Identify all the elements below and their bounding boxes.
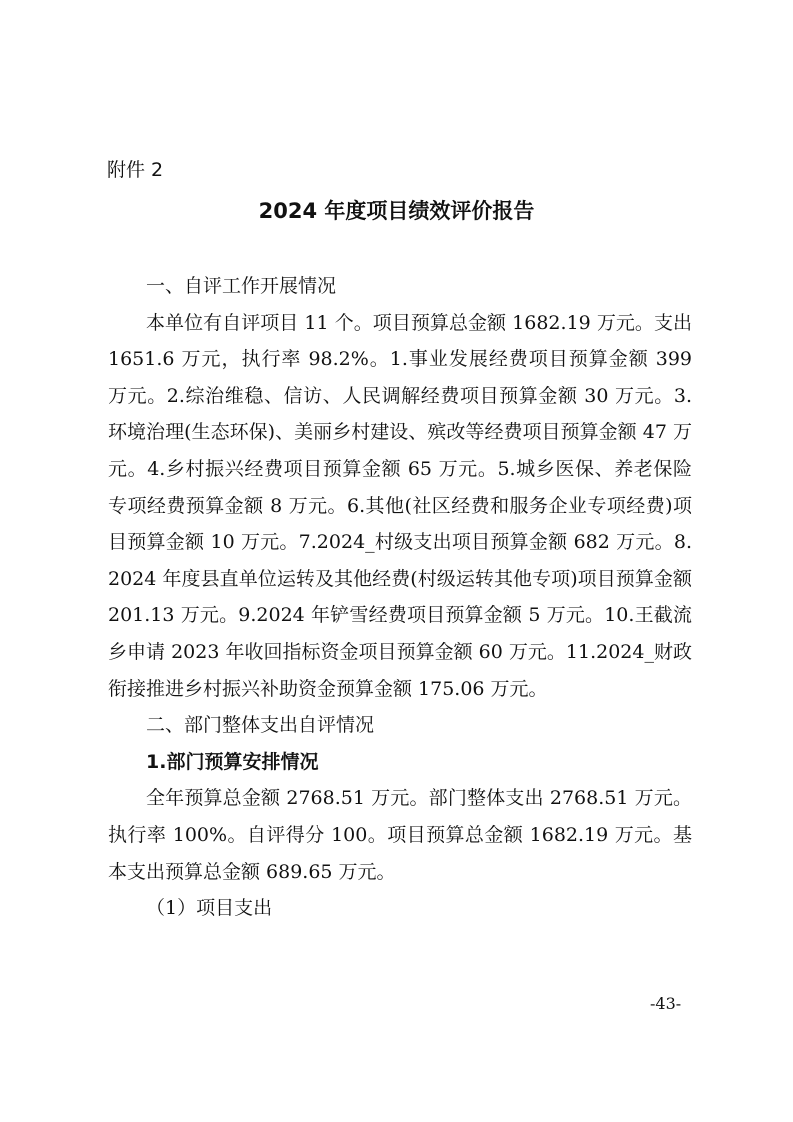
section2-paragraph: 全年预算总金额 2768.51 万元。部门整体支出 2768.51 万元。执行率 100%。自评得分 100。项目预算总金额 1682.19 万元。基本支出预算总金额 689.65 万元。 [108, 787, 692, 883]
section2-item: （1）项目支出 [146, 897, 273, 920]
document-body [108, 268, 692, 927]
section2-heading: 二、部门整体支出自评情况 [146, 714, 375, 737]
attachment-label: 附件 2 [107, 159, 164, 181]
section2-subheading: 1.部门预算安排情况 [146, 750, 319, 773]
page-number: -43- [650, 994, 682, 1013]
page-title: 2024 年度项目绩效评价报告 [258, 199, 535, 223]
section1-paragraph: 本单位有自评项目 11 个。项目预算总金额 1682.19 万元。支出 1651.6 万元，执行率 98.2%。1.事业发展经费项目预算金额 399 万元。2.综治维稳、信访、人民调解经费项目预算金额 30 万元。3.环境治理(生态环保)、美丽乡村建设、殡改等经费项目预算金额 47 万元。4.乡村振兴经费项目预算金额 65 万元。5.城乡医保、养老保险专项经费预算金额 8 万元。6.其他(社区经费和服务企业专项经费)项目预算金额 10 万元。7.2024_村级支出项目预算金额 682 万元。8.2024 年度县直单位运转及其他经费(村级运转其他专项)项目预算金额 201.13 万元。9.2024 年铲雪经费项目预算金额 5 万元。10.王截流乡申请 2023 年收回指标资金项目预算金额 60 万元。11.2024_财政衔接推进乡村振兴补助资金预算金额 175.06 万元。 [108, 311, 692, 700]
section1-heading: 一、自评工作开展情况 [146, 275, 337, 297]
